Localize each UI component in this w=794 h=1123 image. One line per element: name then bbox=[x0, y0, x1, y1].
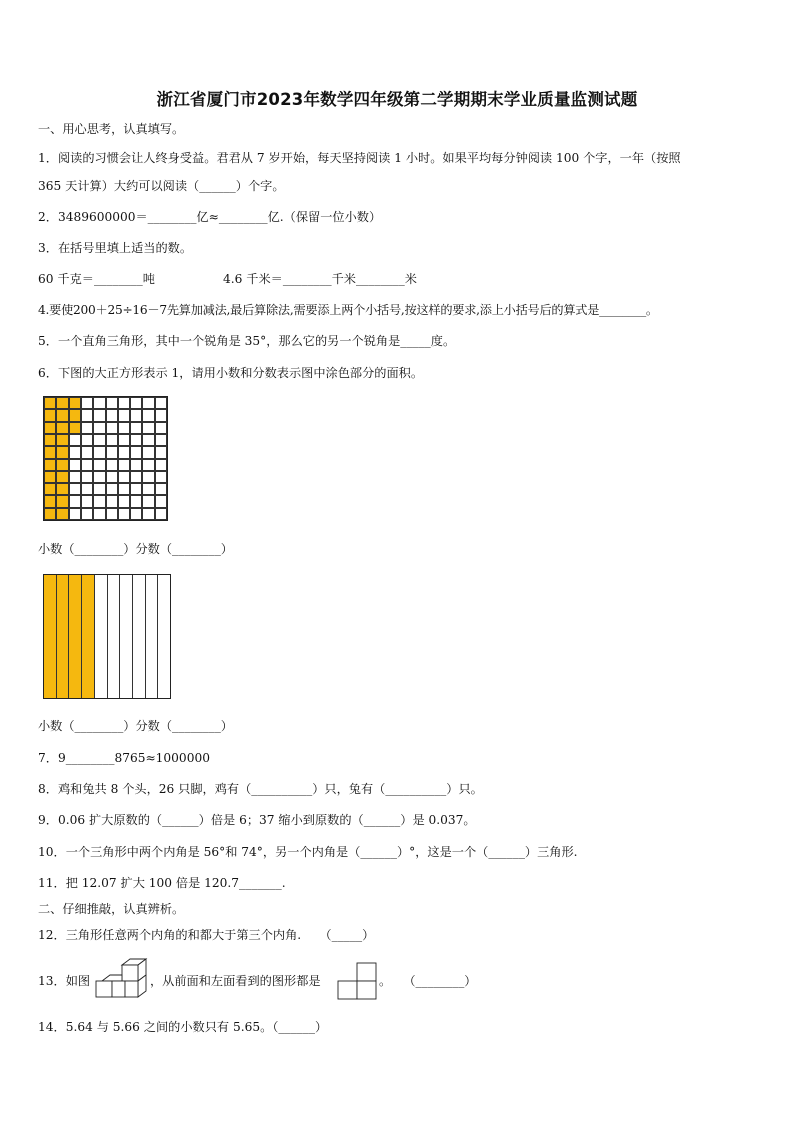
grid-cell bbox=[130, 397, 142, 409]
question-13-suffix: 。 （________） bbox=[379, 974, 477, 988]
grid-cell bbox=[106, 422, 118, 434]
question-9: 9．0.06 扩大原数的（______）倍是 6；37 缩小到原数的（______）是 0.037。 bbox=[38, 813, 476, 827]
grid-cell bbox=[56, 422, 68, 434]
grid-cell bbox=[106, 495, 118, 507]
grid-cell bbox=[106, 459, 118, 471]
grid-cell bbox=[155, 508, 167, 520]
grid-cell bbox=[69, 434, 81, 446]
grid-cell bbox=[142, 434, 154, 446]
grid-cell bbox=[44, 483, 56, 495]
grid-cell bbox=[69, 459, 81, 471]
grid-cell bbox=[130, 495, 142, 507]
hundred-grid-figure bbox=[43, 396, 168, 521]
question-4: 4.要使200＋25÷16－7先算加减法,最后算除法,需要添上两个小括号,按这样的要求,添上小括号后的算式是________。 bbox=[38, 303, 658, 317]
grid-cell bbox=[93, 471, 105, 483]
grid-cell bbox=[118, 422, 130, 434]
grid-cell bbox=[155, 495, 167, 507]
strip-cell bbox=[120, 575, 133, 698]
grid-cell bbox=[81, 397, 93, 409]
grid-cell bbox=[81, 471, 93, 483]
grid-cell bbox=[69, 495, 81, 507]
section-1-heading: 一、用心思考，认真填写。 bbox=[38, 122, 185, 136]
grid-cell bbox=[56, 459, 68, 471]
strip-cell bbox=[133, 575, 146, 698]
grid-cell bbox=[130, 422, 142, 434]
grid-cell bbox=[44, 471, 56, 483]
question-13-prefix: 13．如图 bbox=[38, 974, 91, 988]
grid-cell bbox=[142, 409, 154, 421]
grid-cell bbox=[81, 434, 93, 446]
grid-cell bbox=[155, 409, 167, 421]
strip-cell bbox=[146, 575, 159, 698]
grid-cell bbox=[69, 483, 81, 495]
grid-cell bbox=[81, 446, 93, 458]
grid-cell bbox=[118, 459, 130, 471]
grid-cell bbox=[106, 471, 118, 483]
grid-cell bbox=[142, 471, 154, 483]
question-14: 14．5.64 与 5.66 之间的小数只有 5.65。（______） bbox=[38, 1020, 328, 1034]
ten-strips-figure bbox=[43, 574, 171, 699]
strip-cell bbox=[69, 575, 82, 698]
grid-cell bbox=[106, 397, 118, 409]
grid-cell bbox=[118, 397, 130, 409]
grid-cell bbox=[56, 409, 68, 421]
grid-cell bbox=[155, 471, 167, 483]
grid-cell bbox=[130, 459, 142, 471]
grid-cell bbox=[142, 397, 154, 409]
grid-cell bbox=[69, 446, 81, 458]
question-6: 6．下图的大正方形表示 1，请用小数和分数表示图中涂色部分的面积。 bbox=[38, 366, 424, 380]
grid-cell bbox=[44, 495, 56, 507]
question-11: 11．把 12.07 扩大 100 倍是 120.7_______. bbox=[38, 876, 286, 890]
grid-cell bbox=[142, 508, 154, 520]
grid-cell bbox=[93, 483, 105, 495]
grid-cell bbox=[69, 508, 81, 520]
grid-cell bbox=[93, 397, 105, 409]
question-5: 5．一个直角三角形，其中一个锐角是 35°，那么它的另一个锐角是_____度。 bbox=[38, 334, 456, 348]
grid-cell bbox=[81, 422, 93, 434]
grid-cell bbox=[93, 459, 105, 471]
grid-cell bbox=[142, 459, 154, 471]
strip-cell bbox=[57, 575, 70, 698]
grid-cell bbox=[118, 434, 130, 446]
strip-cell bbox=[108, 575, 121, 698]
grid-cell bbox=[56, 471, 68, 483]
grid-cell bbox=[69, 397, 81, 409]
question-1-line-1: 1．阅读的习惯会让人终身受益。君君从 7 岁开始，每天坚持阅读 1 小时。如果平均每分钟阅读 100 个字，一年（按照 bbox=[38, 151, 681, 165]
grid-cell bbox=[155, 434, 167, 446]
grid-cell bbox=[93, 508, 105, 520]
grid-cell bbox=[130, 471, 142, 483]
grid-cell bbox=[56, 495, 68, 507]
grid-cell bbox=[118, 495, 130, 507]
grid-cell bbox=[142, 495, 154, 507]
question-8: 8．鸡和兔共 8 个头，26 只脚，鸡有（__________）只，兔有（__________）只。 bbox=[38, 782, 483, 796]
question-3-part-a: 60 千克＝________吨 bbox=[38, 272, 155, 286]
grid-cell bbox=[56, 434, 68, 446]
question-13-middle: ，从前面和左面看到的图形都是 bbox=[150, 974, 321, 988]
strip-cell bbox=[44, 575, 57, 698]
grid-cell bbox=[155, 397, 167, 409]
strip-cell bbox=[95, 575, 108, 698]
grid-cell bbox=[118, 508, 130, 520]
question-1-line-2: 365 天计算）大约可以阅读（______）个字。 bbox=[38, 179, 285, 193]
grid-cell bbox=[118, 471, 130, 483]
question-3-part-b: 4.6 千米＝________千米________米 bbox=[223, 272, 417, 286]
grid-cell bbox=[69, 409, 81, 421]
grid-cell bbox=[56, 397, 68, 409]
grid-cell bbox=[130, 483, 142, 495]
grid-cell bbox=[106, 434, 118, 446]
grid-cell bbox=[44, 508, 56, 520]
grid-cell bbox=[130, 434, 142, 446]
question-10: 10．一个三角形中两个内角是 56°和 74°，另一个内角是（______）°，这是一个（______）三角形. bbox=[38, 845, 578, 859]
grid-cell bbox=[93, 495, 105, 507]
grid-cell bbox=[44, 446, 56, 458]
grid-cell bbox=[118, 409, 130, 421]
cube-stack-icon bbox=[94, 957, 150, 1003]
grid-cell bbox=[118, 446, 130, 458]
question-12: 12．三角形任意两个内角的和都大于第三个内角. （_____） bbox=[38, 928, 375, 942]
grid-cell bbox=[56, 508, 68, 520]
grid-cell bbox=[56, 483, 68, 495]
grid-cell bbox=[69, 422, 81, 434]
strip-cell bbox=[82, 575, 95, 698]
grid-cell bbox=[142, 446, 154, 458]
front-view-shape-icon bbox=[336, 962, 378, 1000]
strip-cell bbox=[158, 575, 170, 698]
grid-cell bbox=[81, 495, 93, 507]
grid-cell bbox=[155, 459, 167, 471]
grid-cell bbox=[130, 409, 142, 421]
grid-cell bbox=[106, 483, 118, 495]
grid-cell bbox=[155, 483, 167, 495]
grid-cell bbox=[44, 397, 56, 409]
grid-cell bbox=[106, 446, 118, 458]
section-2-heading: 二、仔细推敲，认真辨析。 bbox=[38, 902, 185, 916]
grid-cell bbox=[44, 422, 56, 434]
grid-cell bbox=[106, 508, 118, 520]
grid-cell bbox=[44, 434, 56, 446]
page-title: 浙江省厦门市2023年数学四年级第二学期期末学业质量监测试题 bbox=[156, 90, 638, 109]
question-2: 2．3489600000＝________亿≈________亿.（保留一位小数） bbox=[38, 210, 382, 224]
question-6-answer-1: 小数（________）分数（________） bbox=[38, 542, 233, 556]
grid-cell bbox=[130, 508, 142, 520]
grid-cell bbox=[69, 471, 81, 483]
grid-cell bbox=[118, 483, 130, 495]
grid-cell bbox=[81, 508, 93, 520]
grid-cell bbox=[93, 422, 105, 434]
grid-cell bbox=[44, 409, 56, 421]
grid-cell bbox=[93, 434, 105, 446]
question-7: 7．9________8765≈1000000 bbox=[38, 751, 210, 765]
question-6-answer-2: 小数（________）分数（________） bbox=[38, 719, 233, 733]
grid-cell bbox=[155, 422, 167, 434]
question-3: 3．在括号里填上适当的数。 bbox=[38, 241, 193, 255]
grid-cell bbox=[44, 459, 56, 471]
grid-cell bbox=[81, 459, 93, 471]
grid-cell bbox=[142, 483, 154, 495]
grid-cell bbox=[142, 422, 154, 434]
grid-cell bbox=[81, 409, 93, 421]
grid-cell bbox=[93, 409, 105, 421]
grid-cell bbox=[155, 446, 167, 458]
grid-cell bbox=[130, 446, 142, 458]
grid-cell bbox=[106, 409, 118, 421]
grid-cell bbox=[81, 483, 93, 495]
grid-cell bbox=[56, 446, 68, 458]
grid-cell bbox=[93, 446, 105, 458]
